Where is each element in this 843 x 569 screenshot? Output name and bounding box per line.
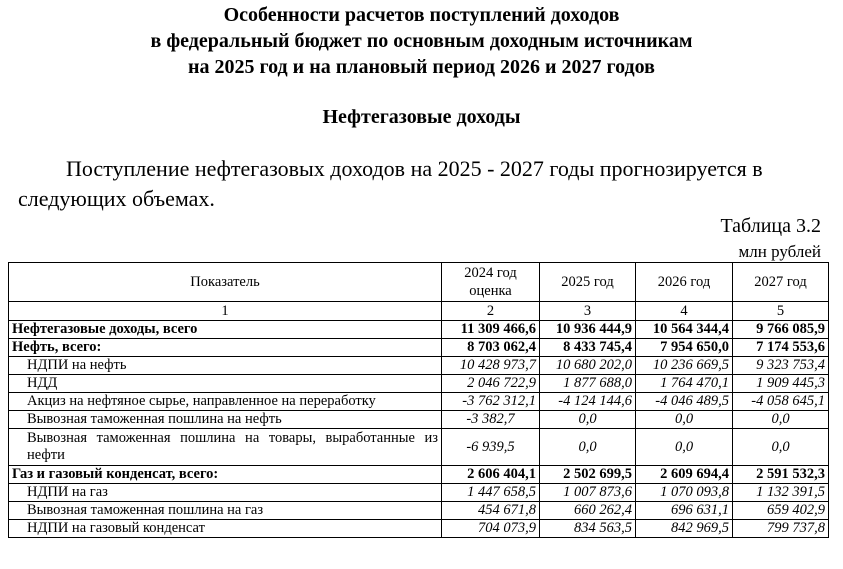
cell-value: 0,0 [540,429,636,466]
cell-value: 834 563,5 [540,520,636,538]
table-row [9,393,829,411]
column-number: 4 [636,302,733,321]
column-number-row [9,302,829,321]
cell-value: 10 680 202,0 [540,357,636,375]
cell-value: 799 737,8 [733,520,829,538]
row-label: НДД [9,375,442,393]
section-subtitle: Нефтегазовые доходы [322,106,521,128]
cell-value: -4 124 144,6 [540,393,636,411]
paragraph-line-1: Поступление нефтегазовых доходов на 2025 - 2027 годы прогнозируется в [66,156,763,181]
column-number: 3 [540,302,636,321]
row-label: Газ и газовый конденсат, всего: [9,466,442,484]
cell-value: 2 046 722,9 [442,375,540,393]
oil-gas-revenue-table [8,262,829,538]
row-label: Вывозная таможенная пошлина на товары, выработанные из нефти [9,429,442,466]
document-title [0,2,843,80]
cell-value: 2 606 404,1 [442,466,540,484]
cell-value: 1 447 658,5 [442,484,540,502]
column-number: 2 [442,302,540,321]
header-indicator: Показатель [9,263,442,302]
cell-value: 7 954 650,0 [636,339,733,357]
paragraph-line-2: следующих объемах. [18,186,215,211]
row-label: Вывозная таможенная пошлина на газ [9,502,442,520]
table-row [9,375,829,393]
cell-value: 1 909 445,3 [733,375,829,393]
cell-value: 704 073,9 [442,520,540,538]
cell-value: 8 433 745,4 [540,339,636,357]
cell-value: 1 764 470,1 [636,375,733,393]
cell-value: -3 382,7 [442,411,540,429]
table-row [9,466,829,484]
table-row [9,411,829,429]
cell-value: 0,0 [733,429,829,466]
table-row [9,357,829,375]
cell-value: 0,0 [636,411,733,429]
table-row [9,484,829,502]
cell-value: 1 007 873,6 [540,484,636,502]
cell-value: 842 969,5 [636,520,733,538]
table-row [9,321,829,339]
cell-value: 1 070 093,8 [636,484,733,502]
header-2024: 2024 год оценка [442,263,540,302]
table-row [9,502,829,520]
cell-value: 696 631,1 [636,502,733,520]
row-label: НДПИ на нефть [9,357,442,375]
title-line-2: в федеральный бюджет по основным доходным источникам [150,30,693,52]
cell-value: -4 046 489,5 [636,393,733,411]
cell-value: 9 323 753,4 [733,357,829,375]
table-units: млн рублей [738,242,821,261]
table-row [9,520,829,538]
cell-value: -4 058 645,1 [733,393,829,411]
header-2025: 2025 год [540,263,636,302]
cell-value: -6 939,5 [442,429,540,466]
row-label: Нефть, всего: [9,339,442,357]
row-label: Нефтегазовые доходы, всего [9,321,442,339]
cell-value: 660 262,4 [540,502,636,520]
row-label: Акциз на нефтяное сырье, направленное на переработку [9,393,442,411]
cell-value: 0,0 [733,411,829,429]
cell-value: 2 502 699,5 [540,466,636,484]
row-label: Вывозная таможенная пошлина на нефть [9,411,442,429]
table-row [9,429,829,466]
table-header-row [9,263,829,302]
cell-value: 659 402,9 [733,502,829,520]
row-label: НДПИ на газовый конденсат [9,520,442,538]
cell-value: 10 236 669,5 [636,357,733,375]
cell-value: 11 309 466,6 [442,321,540,339]
cell-value: -3 762 312,1 [442,393,540,411]
header-2026: 2026 год [636,263,733,302]
cell-value: 1 132 391,5 [733,484,829,502]
title-line-1: Особенности расчетов поступлений доходов [223,4,620,26]
cell-value: 8 703 062,4 [442,339,540,357]
cell-value: 2 591 532,3 [733,466,829,484]
cell-value: 9 766 085,9 [733,321,829,339]
column-number: 5 [733,302,829,321]
cell-value: 10 564 344,4 [636,321,733,339]
header-2027: 2027 год [733,263,829,302]
intro-paragraph [18,154,828,214]
cell-value: 10 936 444,9 [540,321,636,339]
cell-value: 1 877 688,0 [540,375,636,393]
table-number: Таблица 3.2 [720,215,821,237]
cell-value: 2 609 694,4 [636,466,733,484]
cell-value: 454 671,8 [442,502,540,520]
cell-value: 0,0 [636,429,733,466]
table-row [9,339,829,357]
row-label: НДПИ на газ [9,484,442,502]
title-line-3: на 2025 год и на плановый период 2026 и 2027 годов [188,56,655,78]
cell-value: 7 174 553,6 [733,339,829,357]
column-number: 1 [9,302,442,321]
cell-value: 0,0 [540,411,636,429]
cell-value: 10 428 973,7 [442,357,540,375]
